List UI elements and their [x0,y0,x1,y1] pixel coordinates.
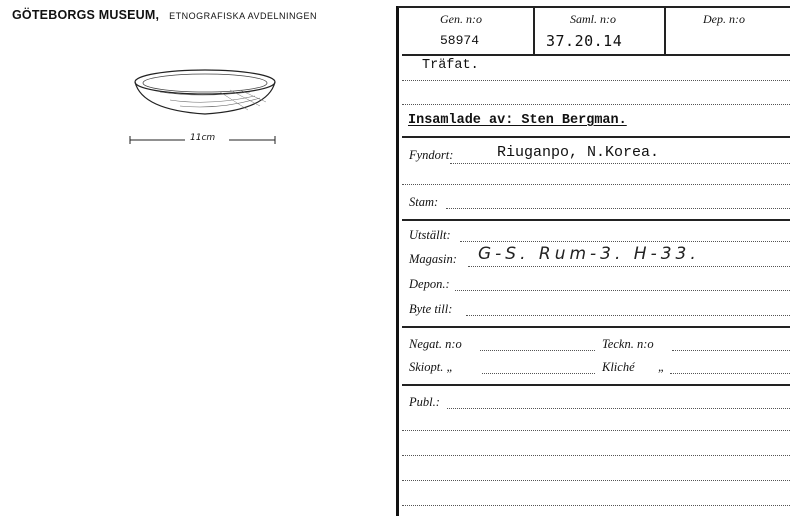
dotted-rule [466,315,790,316]
publ-label: Publ.: [409,395,440,409]
saml-number-value: 37.20.14 [546,32,623,50]
depon-label: Depon.: [409,277,450,291]
magasin-value: G-S. Rum-3. H-33. [478,244,700,264]
dotted-rule [402,104,790,105]
museum-header [12,6,317,24]
teckn-label: Teckn. n:o [602,337,654,351]
card-divider [396,6,399,516]
fyndort-value: Riuganpo, N.Korea. [497,144,660,161]
dotted-rule [446,208,790,209]
object-name: Träfat. [422,58,479,73]
magasin-label: Magasin: [409,252,457,266]
collected-by: Insamlade av: Sten Bergman. [408,113,627,128]
section-border [402,136,790,138]
cell-separator [533,6,535,54]
stam-label: Stam: [409,195,439,209]
museum-name: GÖTEBORGS MUSEUM, [12,8,160,22]
dotted-rule [447,408,790,409]
negat-label: Negat. n:o [409,337,462,351]
dep-number-label: Dep. n:o [703,12,745,26]
skiopt-label: Skiopt. „ [409,360,454,374]
kliche-label: Kliché [602,360,635,374]
dotted-rule [482,373,595,374]
kliche-mark: „ [658,360,665,374]
section-border [402,326,790,328]
dotted-rule [468,266,790,267]
dotted-rule [402,430,790,431]
dotted-rule [672,350,790,351]
gen-number-value: 58974 [440,33,480,48]
saml-number-label: Saml. n:o [570,12,616,26]
section-border [402,219,790,221]
dotted-rule [450,163,790,164]
dotted-rule [402,480,790,481]
dotted-rule [460,241,790,242]
dotted-rule [480,350,595,351]
fyndort-label: Fyndort: [409,148,454,162]
cell-separator [664,6,666,54]
dotted-rule [402,184,790,185]
department-name: ETNOGRAFISKA AVDELNINGEN [169,11,318,21]
dotted-rule [402,80,790,81]
gen-number-label: Gen. n:o [440,12,482,26]
dotted-rule [670,373,790,374]
number-row-border [402,54,790,56]
section-border [402,384,790,386]
scale-label: 11cm [187,133,218,143]
dotted-rule [402,455,790,456]
dotted-rule [402,505,790,506]
dotted-rule [455,290,790,291]
byte-till-label: Byte till: [409,302,453,316]
utstallt-label: Utställt: [409,228,451,242]
card-top-border [398,6,790,8]
